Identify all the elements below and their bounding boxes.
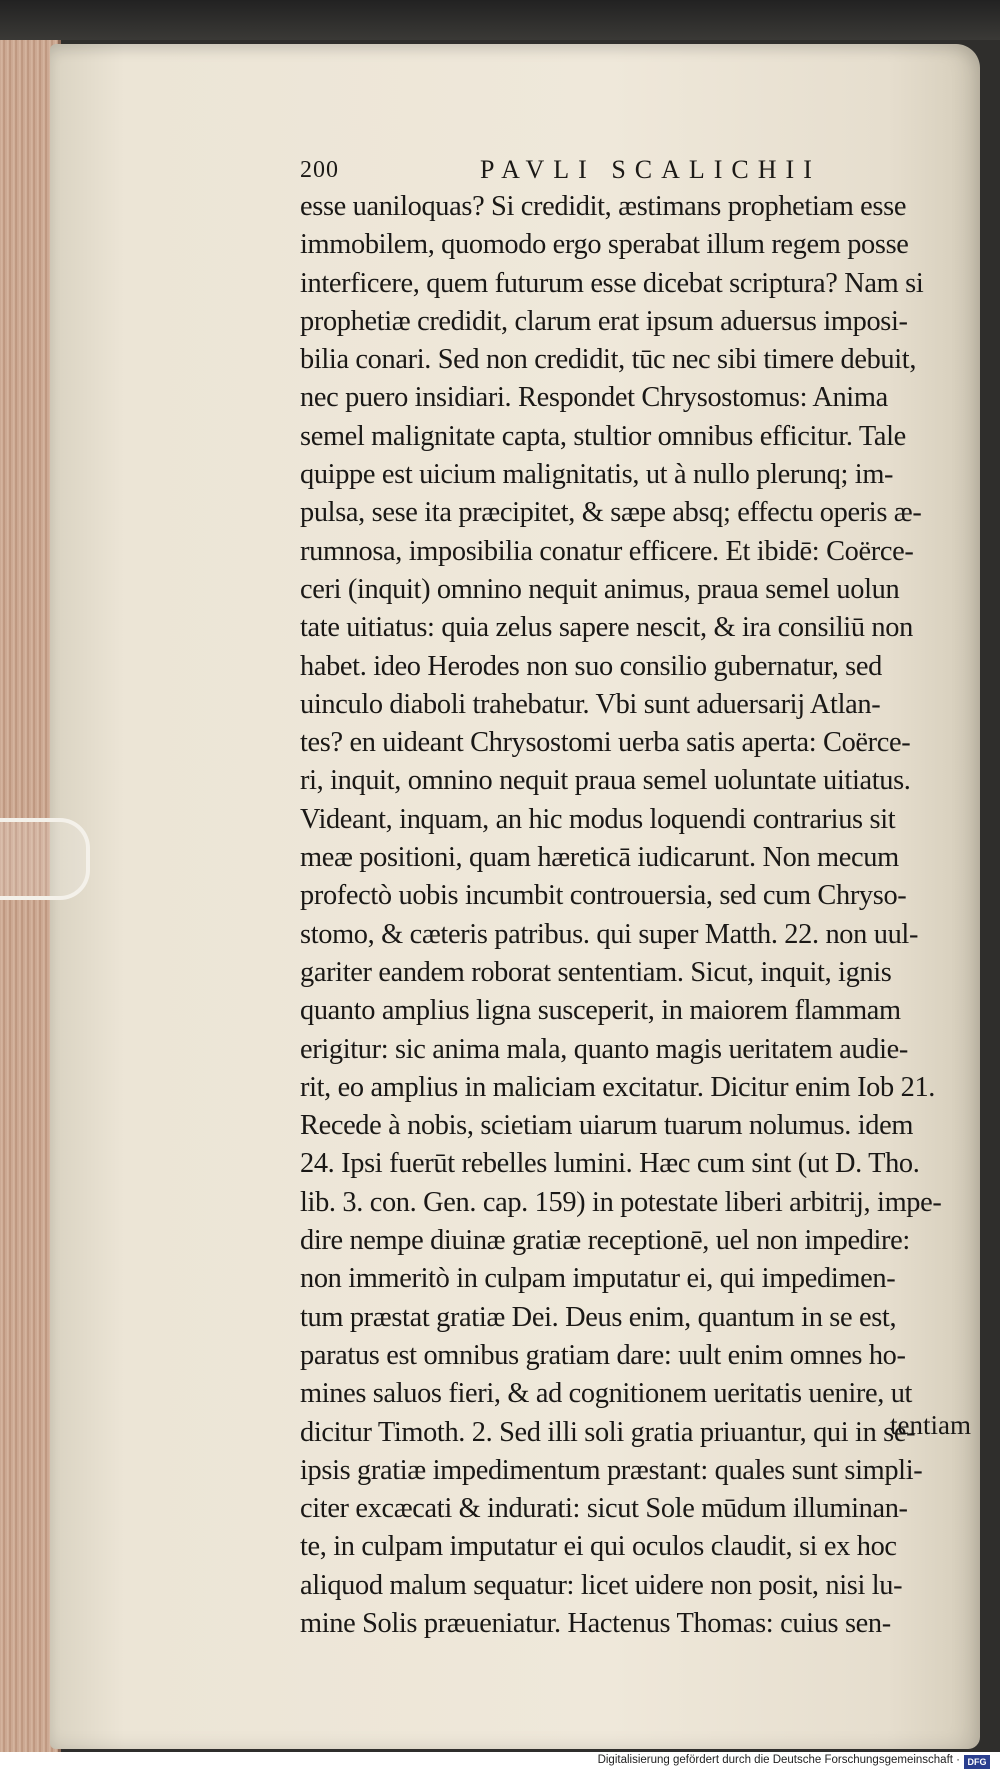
catchword: tentiam (890, 1410, 971, 1440)
dark-background-top (0, 0, 1000, 40)
running-head: PAVLI SCALICHII (480, 155, 821, 184)
text-line: semel malignitate capta, stultior omnibus efficitur. Tale (300, 420, 906, 452)
text-line: mines saluos fieri, & ad cognitionem ueritatis uenire, ut (300, 1378, 913, 1410)
text-line: habet. ideo Herodes non suo consilio gubernatur, sed (300, 650, 882, 682)
text-line: ipsis gratiæ impedimentum præstant: quales sunt simpli- (300, 1454, 923, 1486)
text-line: prophetiæ credidit, clarum erat ipsum aduersus imposi- (300, 305, 908, 337)
text-line: esse uaniloquas? Si credidit, æstimans prophetiam esse (300, 191, 907, 222)
text-line: bilia conari. Sed non credidit, tūc nec sibi timere debuit, (300, 344, 917, 376)
text-line: Videant, inquam, an hic modus loquendi contrarius sit (300, 803, 896, 835)
text-line: uinculo diaboli trahebatur. Vbi sunt aduersarij Atlan- (300, 688, 881, 720)
text-line: dire nempe diuinæ gratiæ receptionē, uel non impedire: (300, 1225, 910, 1257)
text-line: dicitur Timoth. 2. Sed illi soli gratia priuantur, qui in se- (300, 1416, 916, 1448)
text-line: ceri (inquit) omnino nequit animus, praua semel uolun (300, 573, 900, 605)
text-line: lib. 3. con. Gen. cap. 159) in potestate liberi arbitrij, impe- (300, 1186, 942, 1218)
text-line: rumnosa, imposibilia conatur efficere. Et ibidē: Coërce- (300, 535, 914, 567)
text-line: tes? en uideant Chrysostomi uerba satis aperta: Coërce- (300, 727, 911, 759)
dfg-logo-icon: DFG (964, 1755, 990, 1769)
text-line: meæ positioni, quam hæreticā iudicarunt. Non mecum (300, 842, 899, 874)
text-line: paratus est omnibus gratiam dare: uult enim omnes ho- (300, 1339, 906, 1371)
text-line: nec puero insidiari. Respondet Chrysostomus: Anima (300, 382, 888, 414)
footer-credit: Digitalisierung gefördert durch die Deutsche Forschungsgemeinschaft · (597, 1754, 960, 1766)
text-line: citer excæcati & indurati: sicut Sole mūdum illuminan- (300, 1493, 908, 1525)
body-text (300, 188, 975, 1643)
text-line: te, in culpam imputatur ei qui oculos claudit, si ex hoc (300, 1531, 897, 1563)
digitization-footer (0, 1752, 1000, 1772)
text-line: 24. Ipsi fuerūt rebelles lumini. Hæc cum sint (ut D. Tho. (300, 1148, 920, 1180)
text-line: interficere, quem futurum esse dicebat scriptura? Nam si (300, 267, 924, 299)
text-line: rit, eo amplius in maliciam excitatur. Dicitur enim Iob 21. (300, 1071, 936, 1103)
text-line: Recede à nobis, scietiam uiarum tuarum nolumus. idem (300, 1110, 914, 1142)
text-line: tate uitiatus: quia zelus sapere nescit, & ira consiliū non (300, 612, 913, 644)
text-line: pulsa, sese ita præcipitet, & sæpe absq; effectu operis æ- (300, 497, 922, 529)
text-line: ri, inquit, omnino nequit praua semel uoluntate uitiatus. (300, 765, 911, 797)
page-number: 200 (300, 157, 339, 183)
page-clip (0, 818, 90, 900)
text-line: tum præstat gratiæ Dei. Deus enim, quantum in se est, (300, 1301, 897, 1333)
text-line: profectò uobis incumbit controuersia, sed cum Chryso- (300, 880, 907, 912)
text-line: quippe est uicium malignitatis, ut à nullo plerunq; im- (300, 459, 894, 491)
text-line: immobilem, quomodo ergo sperabat illum regem posse (300, 229, 909, 261)
text-line: mine Solis præueniatur. Hactenus Thomas: cuius sen- (300, 1607, 891, 1639)
text-line: non immeritò in culpam imputatur ei, qui impedimen- (300, 1263, 896, 1295)
text-line: aliquod malum sequatur: licet uidere non posit, nisi lu- (300, 1569, 903, 1601)
text-line: quanto amplius ligna susceperit, in maiorem flammam (300, 995, 901, 1027)
text-line: gariter eandem roborat sententiam. Sicut, inquit, ignis (300, 956, 892, 988)
text-line: erigitur: sic anima mala, quanto magis ueritatem audie- (300, 1033, 908, 1065)
text-line: stomo, & cæteris patribus. qui super Matth. 22. non uul- (300, 918, 919, 950)
